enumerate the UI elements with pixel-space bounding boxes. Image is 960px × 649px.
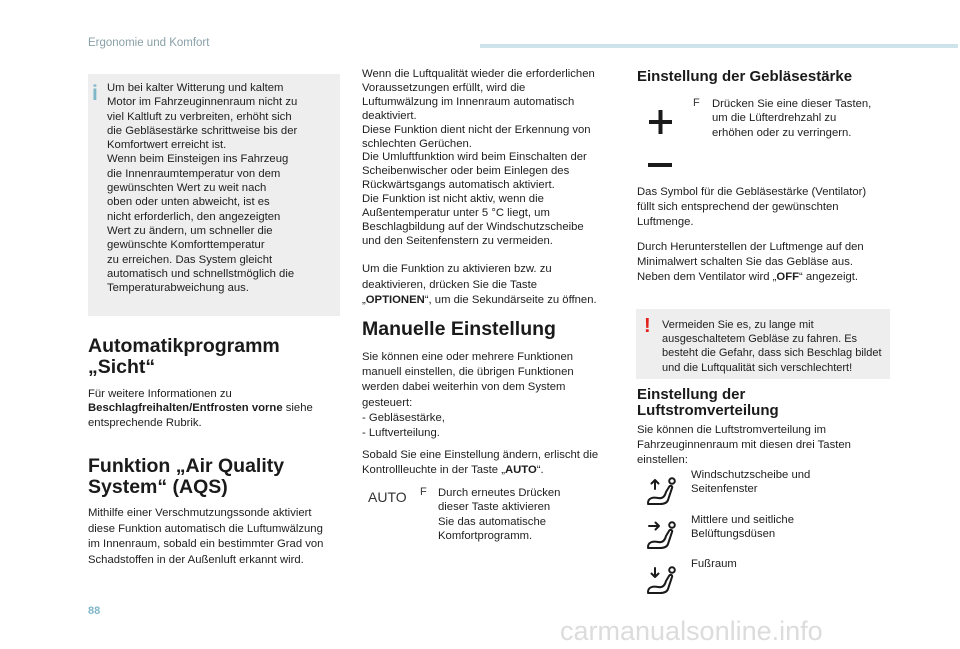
sicht-after: siehe [282,402,313,415]
section-heading-fan: Einstellung der Gebläsestärke [637,68,853,85]
fan-off-text-end: “ angezeigt. [799,271,859,284]
fan-off-text: Durch Herunterstellen der Luftmenge auf den Minimalwert schalten Sie das Gebläse aus. Neben dem Ventilator wird „ [637,241,864,284]
section-heading-aqs: Funktion „Air Quality System“ (AQS) [88,455,285,498]
section-heading-manual: Manuelle Einstellung [362,318,556,340]
info-icon: i [92,82,98,105]
optionen-key: OPTIONEN [365,294,425,306]
fan-off-paragraph [637,240,892,286]
manual-auto-text-end: “. [536,464,544,477]
distribution-item-label: Mittlere und seitliche Belüftungsdüsen [691,514,794,541]
aqs-paragraph: Mithilfe einer Verschmutzungssonde aktiviert diese Funktion automatisch die Luftumwälzung im Innenraum, sobald ein bestimmter Grad von Schadstoffen in der Außenluft erkannt wird. [88,507,324,566]
sicht-bold-link: Beschlagfreihalten/Entfrosten vorne [88,402,283,415]
aqs-activation-paragraph [362,262,624,309]
auto-button-label: AUTO [368,489,407,505]
distribution-item-label: Windschutzscheibe und Seitenfenster [691,469,811,496]
distribution-intro: Sie können die Luftstromverteilung im Fahrzeuginnenraum mit diesen drei Tasten einstellen: [637,424,851,467]
manual-auto-paragraph [362,448,624,478]
sicht-line3: entsprechende Rubrik. [88,416,202,429]
distribution-item-label: Fußraum [691,558,737,570]
section-heading-sicht: Automatikprogramm „Sicht“ [88,335,280,378]
airflow-windscreen-icon [645,476,681,506]
warning-icon: ! [644,315,651,337]
aqs-continued-paragraph: Wenn die Luftqualität wieder die erforderlichen Voraussetzungen erfüllt, wird die Luftumwälzung im Innenraum automatisch deaktiviert. Diese Funktion dient nicht der Erkennung von schlechten Gerüchen. Die Umluftfunktion wird beim Einschalten der Scheibenwischer oder beim Einlegen des Rückwärtsgangs automatisch aktiviert. Die Funktion ist nicht aktiv, wenn die Außentemperatur unter 5 °C liegt, um Beschlagbildung auf der Windschutzscheibe und den Seitenfenstern zu vermeiden. [362,68,595,247]
section-heading-distribution: Einstellung der Luftstromverteilung [637,386,779,419]
aqs-activation-text: Um die Funktion zu aktivieren bzw. zu deaktivieren, drücken Sie die Taste „ [362,263,552,306]
minus-icon [648,155,674,161]
airflow-vents-icon [645,520,681,550]
off-label: OFF [776,271,799,284]
info-box-text: Um bei kalter Witterung und kaltem Motor im Fahrzeuginnenraum nicht zu viel Kaltluft zu verbreiten, erhöht sich die Gebläsestärke schrittweise bis der Komfortwert erreicht ist. Wenn beim Einsteigen ins Fahrzeug die Innenraumtemperatur von dem gewünschten Wert zu weit nach oben oder unten abweicht, ist es nicht erforderlich, den angezeigten Wert zu ändern, um schneller die gewünschte Komforttemperatur zu erreichen. Das System gleicht automatisch und schnellstmöglich die Temperaturabweichung aus. [107,82,298,295]
header-rule [480,44,958,48]
page-number: 88 [88,605,101,617]
bullet-marker: F [420,486,427,498]
warning-text: Vermeiden Sie es, zu lange mit ausgeschaltetem Gebläse zu fahren. Es besteht die Gefahr, dass sich Beschlag bildet und die Luftqualität sich verschlechtert! [662,319,882,374]
aqs-activation-text-end: “, um die Sekundärseite zu öffnen. [424,294,597,306]
auto-key-ref: AUTO [504,464,537,477]
manual-paragraph: Sie können eine oder mehrere Funktionen manuell einstellen, die übrigen Funktionen werden dabei weiterhin von dem System gesteuert: - Gebläsestärke, - Luftverteilung. [362,351,574,440]
fan-press-text: Drücken Sie eine dieser Tasten, um die Lüfterdrehzahl zu erhöhen oder zu verringern. [712,98,872,139]
watermark: carmanualsonline.info [560,616,823,646]
manual-auto-text: Sobald Sie eine Einstellung ändern, erlischt die Kontrollleuchte in der Taste „ [362,449,599,477]
bullet-marker: F [693,97,700,109]
sicht-paragraph [88,387,343,430]
airflow-footwell-icon [645,565,681,595]
plus-icon [647,107,675,137]
fan-symbol-paragraph: Das Symbol für die Gebläsestärke (Ventilator) füllt sich entsprechend der gewünschten Luftmenge. [637,186,867,229]
auto-button-description: Durch erneutes Drücken dieser Taste aktivieren Sie das automatische Komfortprogramm. [438,487,561,542]
page-header-title: Ergonomie und Komfort [88,37,210,49]
sicht-intro: Für weitere Informationen zu [88,388,232,400]
